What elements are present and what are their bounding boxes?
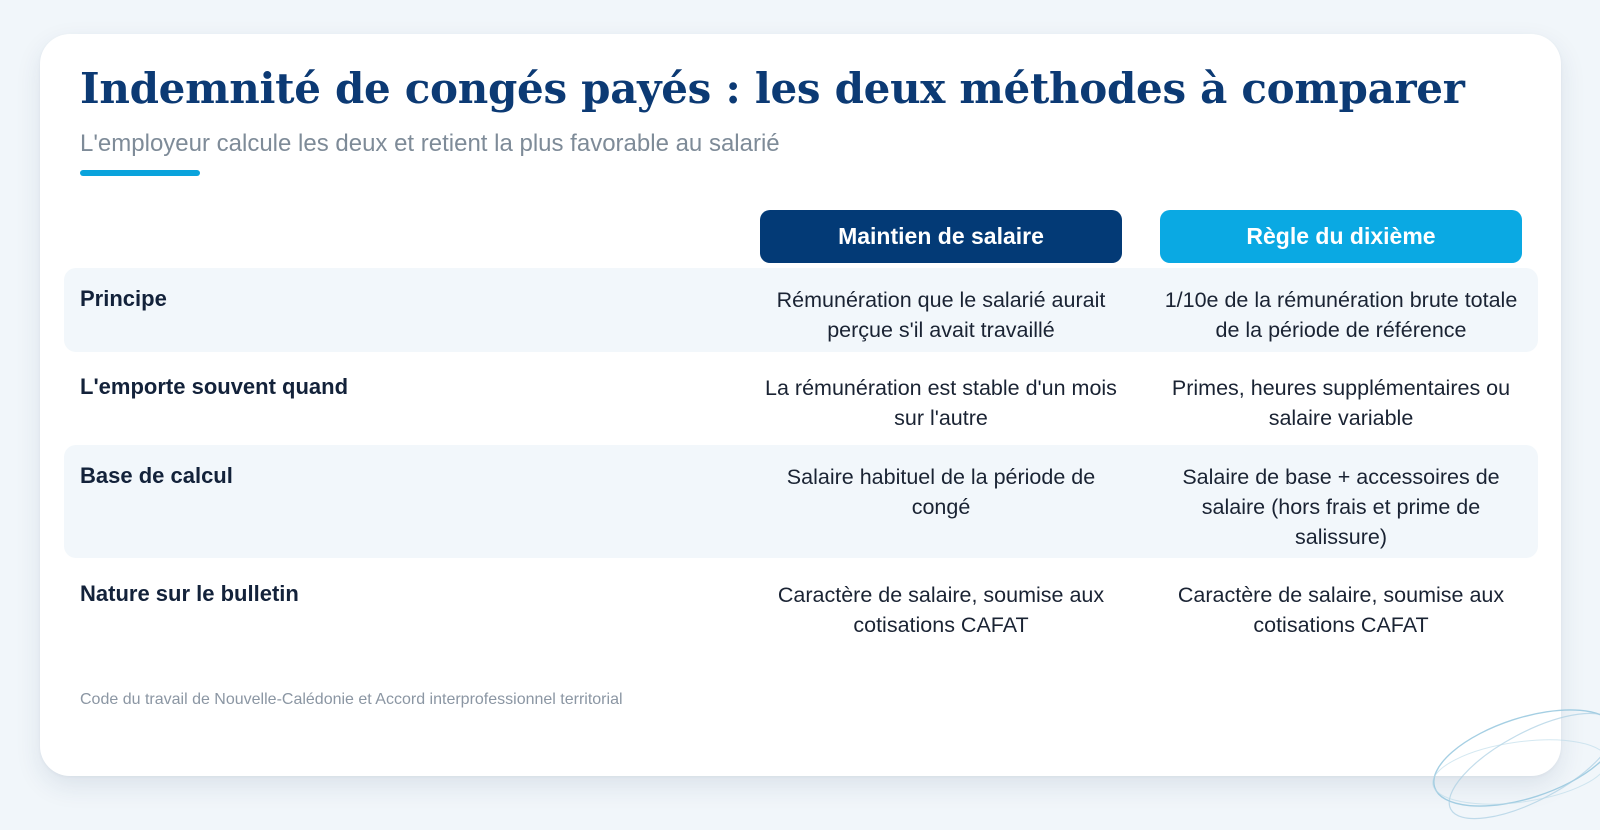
column-header-maintien: Maintien de salaire — [760, 210, 1122, 263]
cell-maintien: La rémunération est stable d'un mois sur l'autre — [765, 376, 1117, 430]
comparison-card — [40, 34, 1561, 776]
cell-maintien: Caractère de salaire, soumise aux cotisations CAFAT — [777, 583, 1105, 637]
column-header-dixieme: Règle du dixième — [1160, 210, 1522, 263]
page-title: Indemnité de congés payés : les deux méthodes à comparer — [80, 64, 1465, 113]
title-accent-bar — [80, 170, 200, 176]
cell-dixieme: Salaire de base + accessoires de salaire (hors frais et prime de salissure) — [1182, 465, 1500, 549]
cell-dixieme: Primes, heures supplémentaires ou salaire variable — [1171, 376, 1511, 430]
row-label: Base de calcul — [80, 463, 233, 488]
cell-dixieme: Caractère de salaire, soumise aux cotisations CAFAT — [1177, 583, 1505, 637]
cell-maintien: Salaire habituel de la période de congé — [786, 465, 1096, 519]
cell-maintien: Rémunération que le salarié aurait perçue s'il avait travaillé — [776, 288, 1106, 342]
table-row-nature — [64, 563, 1538, 647]
table-row-emporte — [64, 356, 1538, 440]
cell-dixieme: 1/10e de la rémunération brute totale de la période de référence — [1164, 288, 1518, 342]
decorative-ellipses — [1420, 700, 1600, 830]
table-row-principe — [64, 268, 1538, 352]
source-note: Code du travail de Nouvelle-Calédonie et Accord interprofessionnel territorial — [80, 691, 623, 708]
row-label: Principe — [80, 286, 167, 311]
page-subtitle: L'employeur calcule les deux et retient la plus favorable au salarié — [80, 130, 780, 157]
row-label: L'emporte souvent quand — [80, 374, 349, 399]
table-row-base — [64, 445, 1538, 558]
row-label: Nature sur le bulletin — [80, 581, 299, 606]
